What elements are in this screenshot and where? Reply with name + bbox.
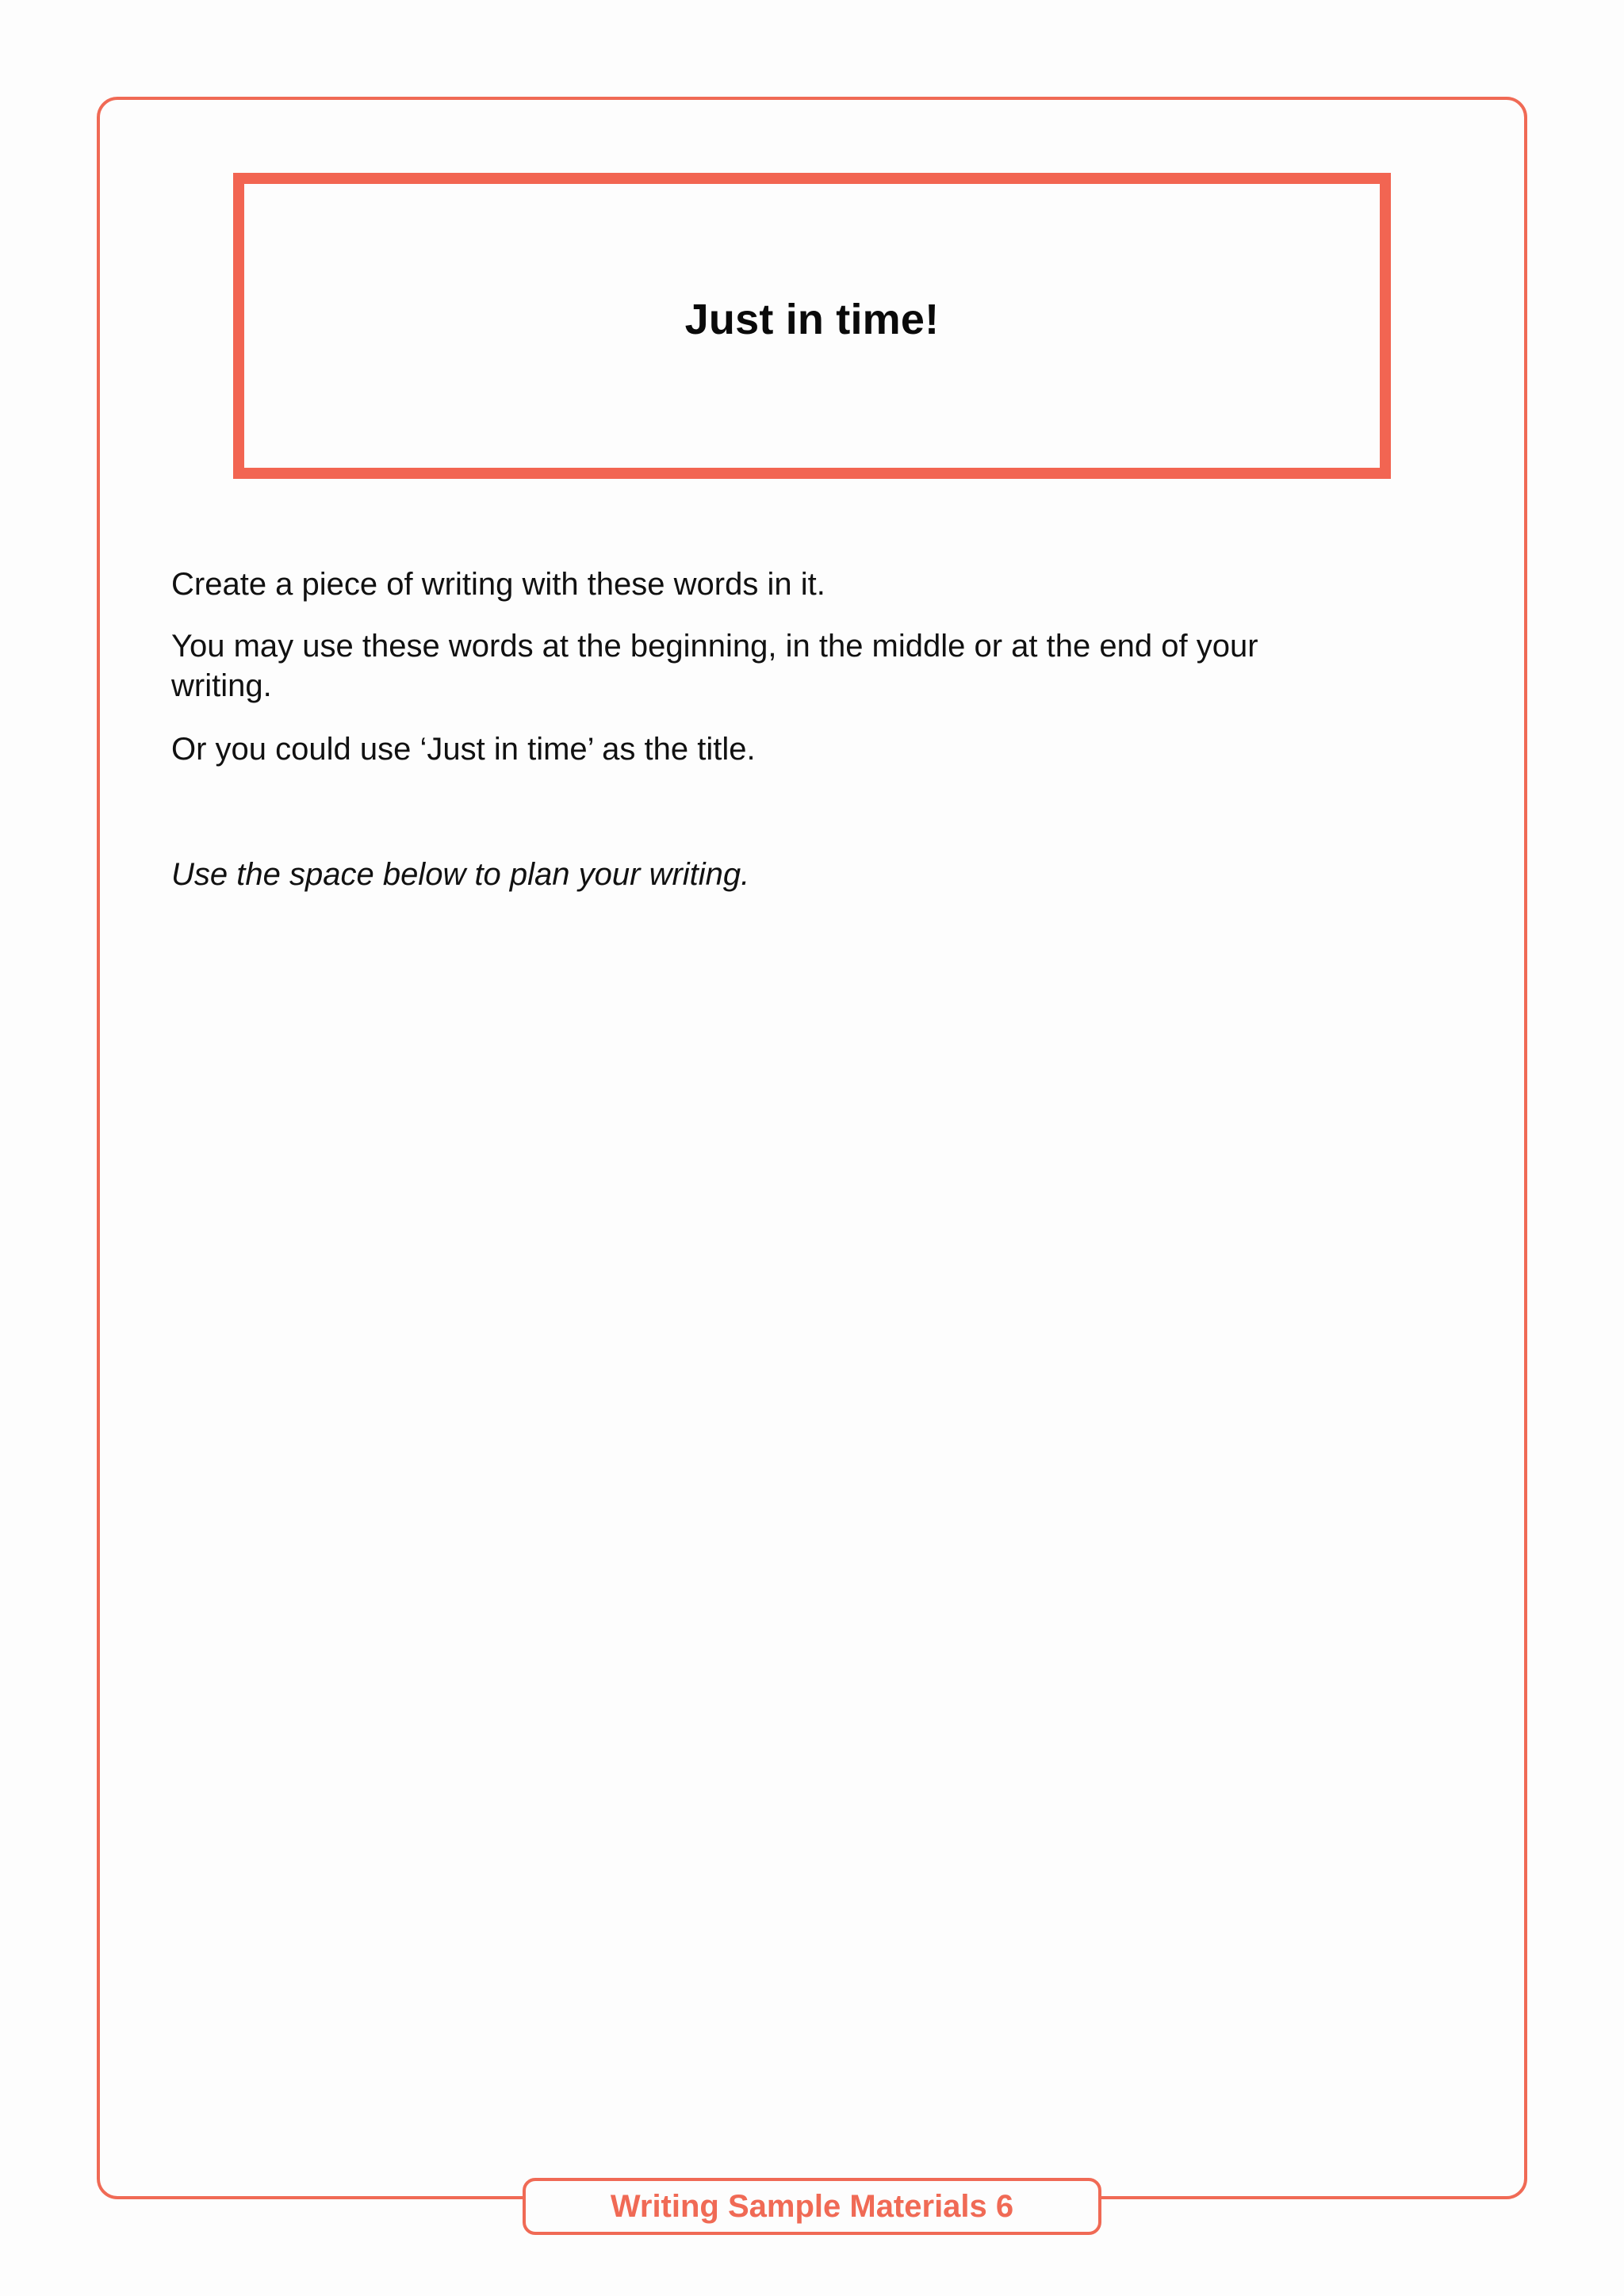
instruction-line-2: You may use these words at the beginning, in the middle or at the end of your writing. [171, 629, 1258, 703]
page-title: Just in time! [684, 296, 940, 343]
footer-text: Writing Sample Materials 6 [610, 2188, 1014, 2224]
footer-label [523, 2178, 1101, 2235]
instructions [171, 564, 1281, 769]
plan-prompt: Use the space below to plan your writing. [171, 857, 750, 892]
title-box [233, 173, 1391, 479]
instruction-line-3: Or you could use ‘Just in time’ as the title. [171, 732, 756, 767]
instruction-line-1: Create a piece of writing with these words in it. [171, 567, 825, 602]
